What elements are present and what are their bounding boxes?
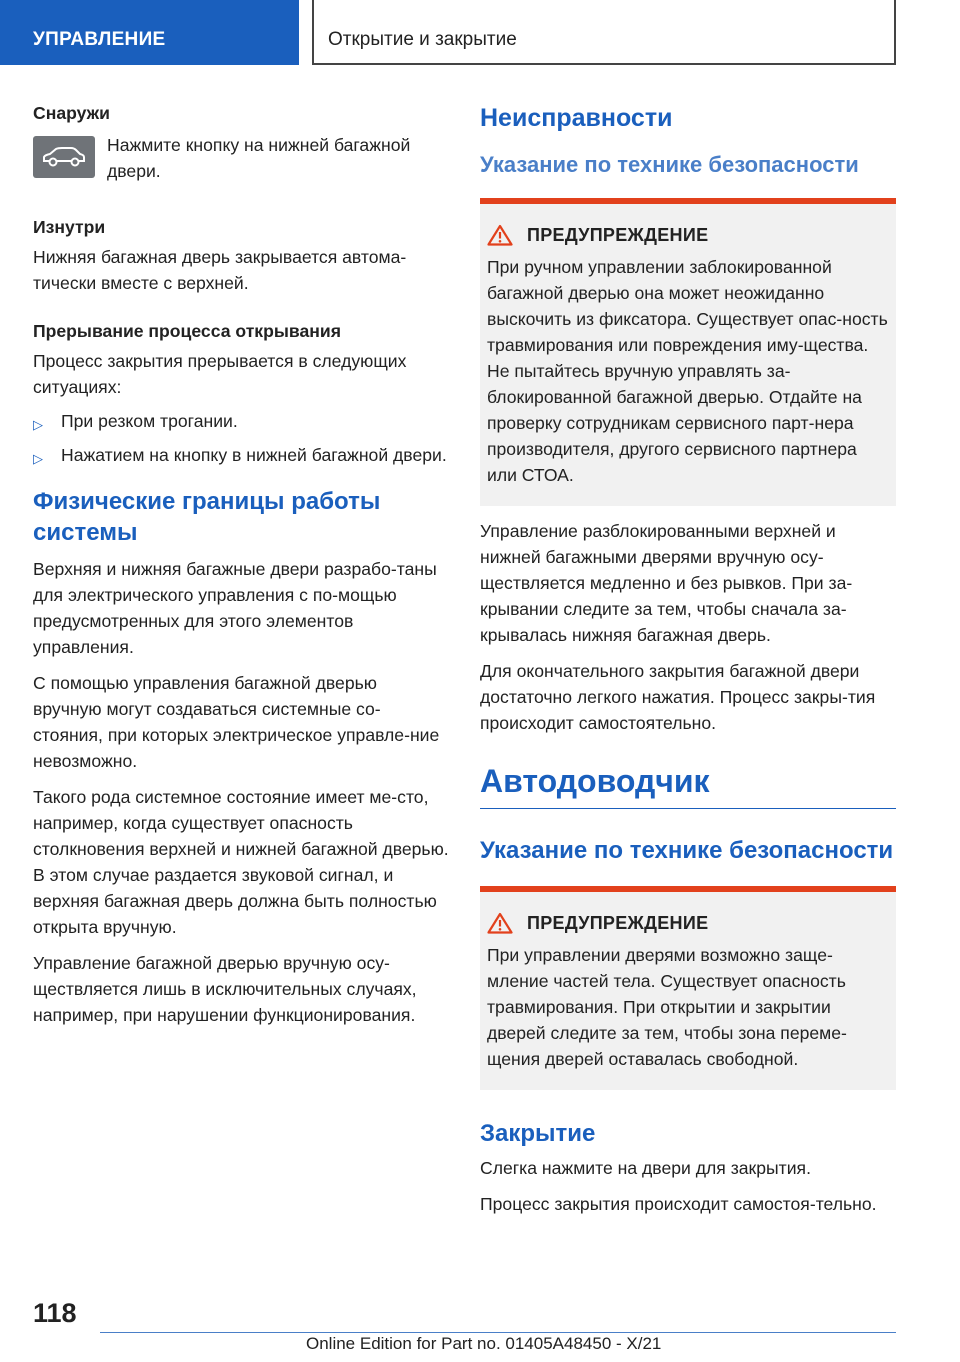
closing-paragraph-2: Процесс закрытия происходит самостоя-тельно. [480,1194,877,1214]
faults-paragraph-1: Управление разблокированными верхней и нижней багажными дверями вручную осу-ществляется медленно и без рывков. При за-крывании следите за тем, чтобы сначала за-крывалась нижняя багажная дверь. [480,521,853,645]
triangle-bullet-icon: ▷ [33,417,43,432]
warning-triangle-icon [487,224,513,246]
chapter-title: Открытие и закрытие [312,0,896,65]
limits-heading: Физические границы работы системы [33,488,381,546]
warning-title-text: ПРЕДУПРЕЖДЕНИЕ [527,912,709,933]
inside-heading: Изнутри [33,217,106,237]
softclose-heading: Автодоводчик [480,762,896,809]
outside-heading: Снаружи [33,103,110,123]
outside-text: Нажмите кнопку на нижней багажной двери. [107,135,411,181]
section-tab: УПРАВЛЕНИЕ [0,0,299,65]
right-column [480,100,896,1217]
warning-triangle-icon [487,912,513,934]
limits-paragraph-1: Верхняя и нижняя багажные двери разрабо-таны для электрического управления с по-мощью предусмотренных для этого элементов управления. [33,559,437,657]
car-side-icon [33,136,95,178]
interrupt-text: Процесс закрытия прерывается в следующих ситуациях: [33,351,407,397]
limits-paragraph-4: Управление багажной дверью вручную осу-ществляется лишь в исключительных случаях, например, при нарушении функционирования. [33,953,417,1025]
footer-divider [100,1332,896,1333]
inside-text: Нижняя багажная дверь закрывается автома-тически вместе с верхней. [33,247,407,293]
triangle-bullet-icon: ▷ [33,451,43,466]
list-item [33,442,449,468]
faults-paragraph-2: Для окончательного закрытия багажной двери достаточно легкого нажатия. Процесс закры-тия происходит самостоятельно. [480,661,876,733]
closing-heading: Закрытие [480,1120,596,1147]
list-item-text: При резком трогании. [61,411,238,431]
list-item-text: Нажатием на кнопку в нижней багажной двери. [61,445,447,465]
warning-text: При управлении дверями возможно заще-мление частей тела. Существует опасность травмирования. При открытии и закрытии дверей следите за тем, чтобы зона переме-щения дверей оставалась свободной. [487,945,847,1069]
warning-box-2 [480,886,896,1090]
warning-title-text: ПРЕДУПРЕЖДЕНИЕ [527,224,709,245]
closing-paragraph-1: Слегка нажмите на двери для закрытия. [480,1158,811,1178]
interrupt-list [33,408,449,468]
safety-heading-2: Указание по технике безопасности [480,837,894,864]
warning-text: При ручном управлении заблокированной багажной дверью она может неожиданно выскочить из фиксатора. Существует опас-ность травмирования или повреждения иму-щества. Не пытайтесь вручную управлять за-блокированной багажной дверью. Отдайте на проверку сотрудникам сервисного парт-нера производителя, другого сервисного партнера или СТОА. [487,257,888,485]
list-item [33,408,449,434]
safety-heading-1: Указание по технике безопасности [480,152,859,177]
page-number: 118 [33,1298,77,1328]
warning-box-1 [480,198,896,506]
warning-title [487,912,888,934]
warning-title [487,224,888,246]
limits-paragraph-2: С помощью управления багажной дверью вручную могут создаваться системные со-стояния, при которых электрическое управле-ние невозможно. [33,673,440,771]
outside-instruction [33,132,449,184]
left-column [33,100,449,1028]
limits-paragraph-3: Такого рода системное состояние имеет ме-сто, например, когда существует опасность столкновения верхней и нижней багажной дверью. В этом случае раздается звуковой сигнал, и верхняя багажная дверь должна быть полностью открыта вручную. [33,787,449,937]
interrupt-heading: Прерывание процесса открывания [33,321,341,341]
footer-edition: Online Edition for Part no. 01405A48450 - X/21 [306,1334,662,1353]
faults-heading: Неисправности [480,104,673,132]
